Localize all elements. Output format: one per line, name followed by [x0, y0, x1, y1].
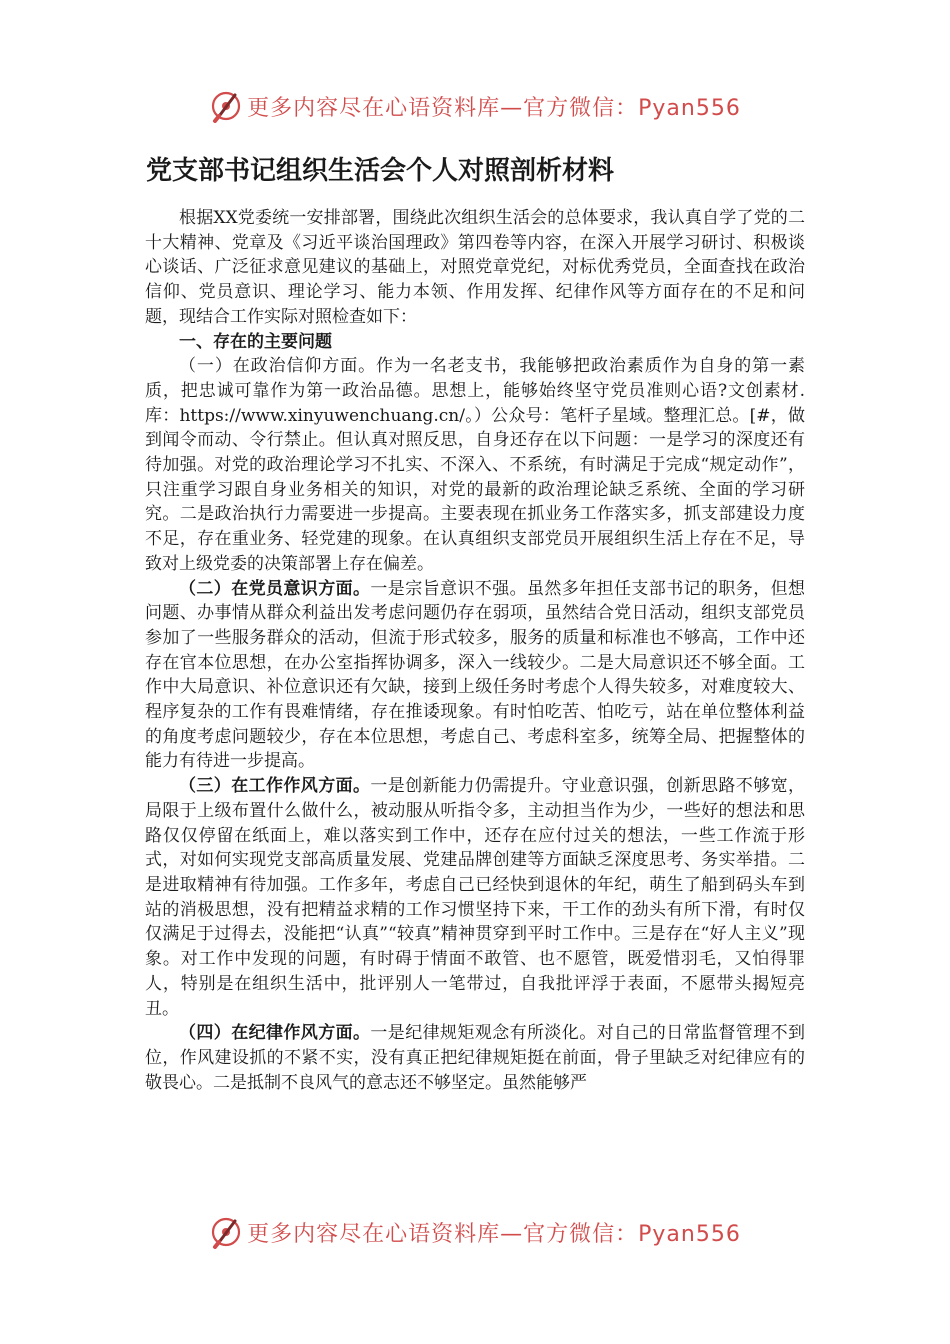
section-heading: 一、存在的主要问题 — [179, 331, 332, 352]
document-title: 党支部书记组织生活会个人对照剖析材料 — [146, 156, 615, 186]
item-3-paragraph — [145, 774, 805, 1021]
item-4-body: 一是纪律规矩观念有所淡化。对自己的日常监督管理不到位，作风建设抓的不紧不实，没有真正把纪律规矩挺在前面，骨子里缺乏对纪律应有的敬畏心。二是抵制不良风气的意志还不够坚定。虽然能够严 — [145, 1023, 806, 1093]
brush-logo-icon — [209, 1215, 243, 1249]
header-banner — [0, 86, 950, 126]
item-2-paragraph — [145, 577, 805, 775]
item-3-body: 一是创新能力仍需提升。守业意识强，创新思路不够宽，局限于上级布置什么做什么，被动服从听指令多，主动担当作为少，一些好的想法和思路仅仅停留在纸面上，难以落实到工作中，还存在应付过关的想法，一些工作流于形式，对如何实现党支部高质量发展、党建品牌创建等方面缺乏深度思考、务实举措。二是进取精神有待加强。工作多年，考虑自己已经快到退休的年纪，萌生了船到码头车到站的消极思想，没有把精益求精的工作习惯坚持下来，干工作的劲头有所下滑，有时仅仅满足于过得去，没能把“认真”“较真”精神贯穿到平时工作中。三是存在“好人主义”现象。对工作中发现的问题，有时碍于情面不敢管、也不愿管，既爱惜羽毛，又怕得罪人，特别是在组织生活中，批评别人一笔带过，自我批评浮于表面，不愿带头揭短亮丑。 — [145, 776, 806, 1019]
item-2-lead: （二）在党员意识方面。 — [179, 578, 371, 599]
item-2-body: 一是宗旨意识不强。虽然多年担任支部书记的职务，但想问题、办事情从群众利益出发考虑问题仍存在弱项，虽然结合党日活动，组织支部党员参加了一些服务群众的活动，但流于形式较多，服务的质量和标准也不够高，工作中还存在官本位思想，在办公室指挥协调多，深入一线较少。二是大局意识还不够全面。工作中大局意识、补位意识还有欠缺，接到上级任务时考虑个人得失较多，对难度较大、程序复杂的工作有畏难情绪，存在推诿现象。有时怕吃苦、怕吃亏，站在单位整体利益的角度考虑问题较少，存在本位思想，考虑自己、考虑科室多，统筹全局、把握整体的能力有待进一步提高。 — [145, 578, 806, 772]
banner-text: 更多内容尽在心语资料库—官方微信：Pyan556 — [247, 95, 741, 121]
item-3-lead: （三）在工作作风方面。 — [179, 776, 371, 797]
document-body — [145, 206, 805, 1095]
brush-logo-icon — [209, 89, 243, 123]
item-4-lead: （四）在纪律作风方面。 — [179, 1023, 371, 1044]
item-1-paragraph: （一）在政治信仰方面。作为一名老支书，我能够把政治素质作为自身的第一素质，把忠诚可靠作为第一政治品德。思想上，能够始终坚守党员准则心语?文创素材.库：https://www.xinyuwenchuang.cn/。）公众号：笔杆子星域。整理汇总。[#，做到闻令而动、令行禁止。但认真对照反思，自身还存在以下问题：一是学习的深度还有待加强。对党的政治理论学习不扎实、不深入、不系统，有时满足于完成“规定动作”，只注重学习跟自身业务相关的知识，对党的最新的政治理论缺乏系统、全面的学习研究。二是政治执行力需要进一步提高。主要表现在抓业务工作落实多，抓支部建设力度不足，存在重业务、轻党建的现象。在认真组织支部党员开展组织生活上存在不足，导致对上级党委的决策部署上存在偏差。 — [145, 356, 805, 574]
intro-paragraph: 根据XX党委统一安排部署，围绕此次组织生活会的总体要求，我认真自学了党的二十大精神、党章及《习近平谈治国理政》第四卷等内容，在深入开展学习研讨、积极谈心谈话、广泛征求意见建议的基础上，对照党章党纪，对标优秀党员，全面查找在政治信仰、党员意识、理论学习、能力本领、作用发挥、纪律作风等方面存在的不足和问题，现结合工作实际对照检查如下： — [145, 208, 805, 327]
banner-text: 更多内容尽在心语资料库—官方微信：Pyan556 — [247, 1221, 741, 1247]
item-4-paragraph — [145, 1021, 805, 1095]
footer-banner — [0, 1212, 950, 1252]
